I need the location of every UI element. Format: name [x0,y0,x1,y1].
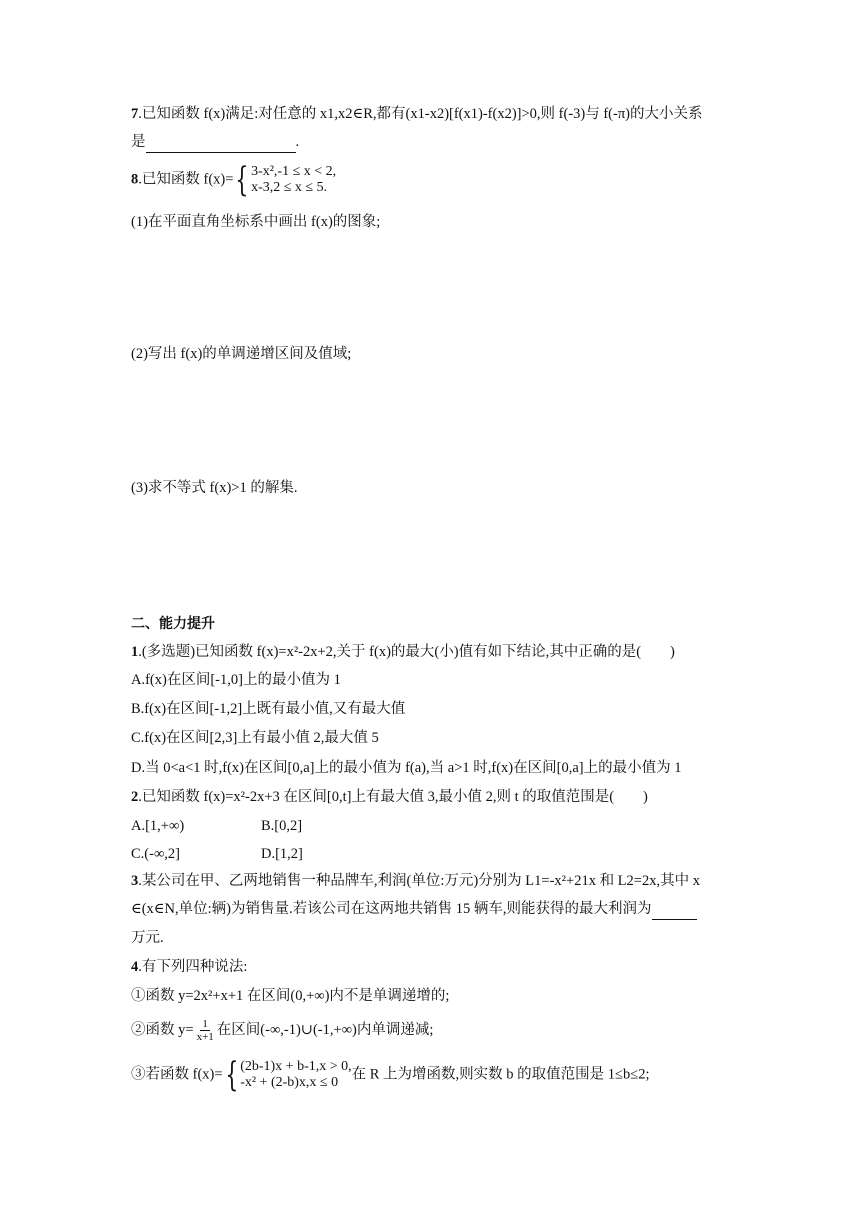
s4-case1: (2b-1)x + b-1,x > 0, [240,1059,352,1074]
q8-number: 8 [131,171,139,188]
s1-stem: .(多选题)已知函数 f(x)=x²-2x+2,关于 f(x)的最大(小)值有如下结论,其中正确的是( ) [138,644,675,660]
brace-icon: { [224,1055,238,1095]
s1-option-c[interactable]: C.f(x)在区间[2,3]上有最小值 2,最大值 5 [131,730,379,746]
s4-item3-pre: ③若函数 f(x)= [131,1066,223,1083]
q8-case1: 3-x²,-1 ≤ x < 2, [251,164,337,179]
s2-option-b[interactable]: B.[0,2] [261,818,303,834]
fraction-denominator: x+1 [196,1031,214,1043]
s1-number: 1 [131,644,139,660]
section-title: 二、能力提升 [131,616,215,632]
s4-item2-post: 在区间(-∞,-1)∪(-1,+∞)内单调递减; [216,1021,434,1038]
brace-icon: { [235,160,249,200]
s4-item1: ①函数 y=2x²+x+1 在区间(0,+∞)内不是单调递增的; [131,988,450,1004]
s1-option-d[interactable]: D.当 0<a<1 时,f(x)在区间[0,a]上的最小值为 f(a),当 a>1 时,f(x)在区间[0,a]上的最小值为 1 [131,760,682,776]
s3-answer-blank[interactable] [652,899,697,920]
q8-prefix: .已知函数 f(x)= [138,171,234,188]
q7-text: .已知函数 f(x)满足:对任意的 x1,x2∈R,都有(x1-x2)[f(x1)-f(x2)]>0,则 f(-3)与 f(-π)的大小关系 [138,106,703,122]
q7-number: 7 [131,106,139,122]
s3-text1: .某公司在甲、乙两地销售一种品牌车,利润(单位:万元)分别为 L1=-x²+21x 和 L2=2x,其中 x [138,873,700,889]
s2-options-row2 [131,844,303,864]
s2-stem: .已知函数 f(x)=x²-2x+3 在区间[0,t]上有最大值 3,最小值 2,则 t 的取值范围是( ) [138,789,648,805]
q7-line1 [131,104,703,124]
q8-piecewise [233,160,337,200]
s4-item3 [131,1055,650,1095]
s2-options-row1 [131,816,302,836]
q7-answer-blank[interactable] [146,132,296,153]
s3-number: 3 [131,873,139,889]
s2-option-d[interactable]: D.[1,2] [261,846,303,862]
q7-text2: 是 [131,134,146,150]
s4-stem: .有下列四种说法: [138,959,248,975]
s2-option-a[interactable]: A.[1,+∞) [131,818,185,834]
s4-piecewise [223,1055,352,1095]
s4-item2 [131,1018,433,1043]
s4-fraction [195,1018,216,1043]
s4-case2: -x² + (2-b)x,x ≤ 0 [240,1075,339,1090]
s1-stem-line [131,642,675,662]
s4-item2-pre: ②函数 y= [131,1021,194,1038]
s1-option-a[interactable]: A.f(x)在区间[-1,0]上的最小值为 1 [131,672,341,688]
s3-line3: 万元. [131,930,164,946]
q7-line2 [131,132,299,153]
s3-text2: ∈(x∈N,单位:辆)为销售量.若该公司在这两地共销售 15 辆车,则能获得的最大利润为 [131,901,652,917]
q8-line [131,160,337,200]
s3-line2 [131,899,697,920]
s2-stem-line [131,787,648,807]
q7-end: . [295,134,300,150]
q8-case2: x-3,2 ≤ x ≤ 5. [251,180,328,195]
s2-option-c[interactable]: C.(-∞,2] [131,846,180,862]
s4-number: 4 [131,959,139,975]
s3-line1 [131,871,700,891]
q8-part1: (1)在平面直角坐标系中画出 f(x)的图象; [131,214,381,230]
s2-number: 2 [131,789,139,805]
q8-part2: (2)写出 f(x)的单调递增区间及值域; [131,346,352,362]
s4-item3-post: 在 R 上为增函数,则实数 b 的取值范围是 1≤b≤2; [351,1066,650,1083]
fraction-numerator: 1 [202,1018,208,1030]
q8-part3: (3)求不等式 f(x)>1 的解集. [131,480,298,496]
s1-option-b[interactable]: B.f(x)在区间[-1,2]上既有最小值,又有最大值 [131,701,406,717]
s4-stem-line [131,957,247,977]
